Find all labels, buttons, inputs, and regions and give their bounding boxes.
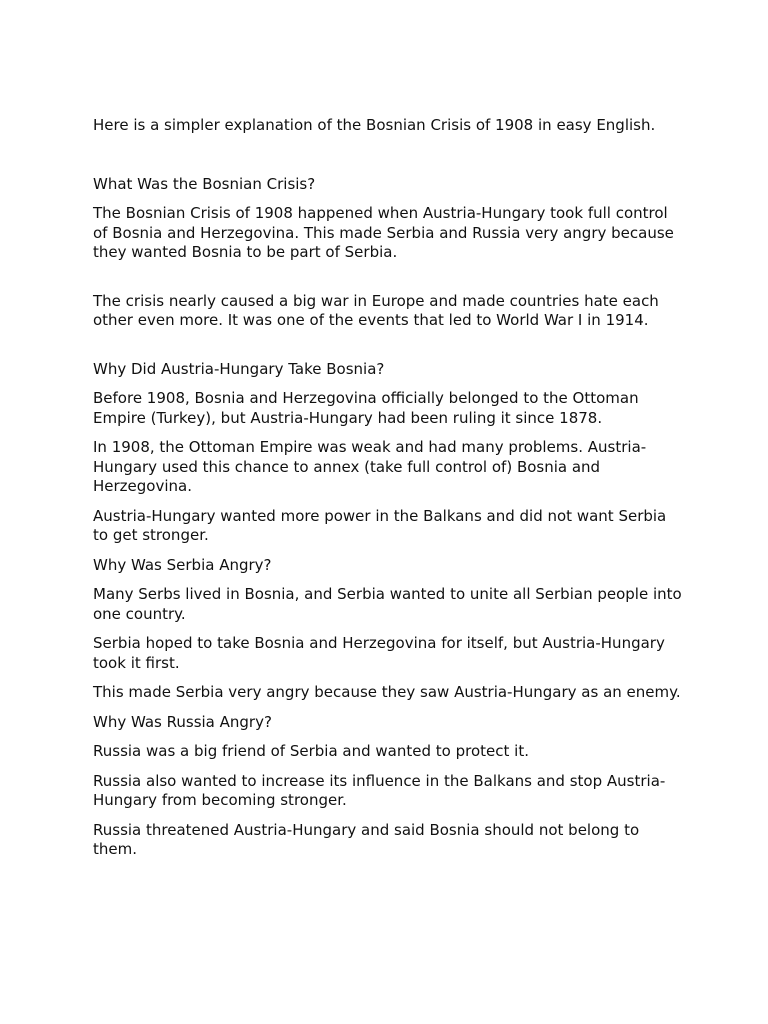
paragraph: Russia was a big friend of Serbia and wanted to protect it. (93, 742, 529, 760)
section-heading: Why Did Austria-Hungary Take Bosnia? (93, 359, 385, 378)
paragraph: Austria-Hungary wanted more power in the Balkans and did not want Serbia to get stronger. (93, 506, 667, 544)
intro-paragraph: Here is a simpler explanation of the Bosnian Crisis of 1908 in easy English. (93, 116, 656, 134)
paragraph: The Bosnian Crisis of 1908 happened when Austria-Hungary took full control of Bosnia and Herzegovina. This made Serbia and Russia very angry because they wanted Bosnia to be part of Serbia. (93, 204, 674, 261)
paragraph: Before 1908, Bosnia and Herzegovina officially belonged to the Ottoman Empire (Turkey), but Austria-Hungary had been ruling it since 1878. (93, 389, 639, 427)
paragraph: The crisis nearly caused a big war in Europe and made countries hate each other even more. It was one of the events that led to World War I in 1914. (93, 291, 659, 329)
section-heading: What Was the Bosnian Crisis? (93, 174, 316, 193)
section-heading: Why Was Serbia Angry? (93, 555, 272, 574)
paragraph: This made Serbia very angry because they saw Austria-Hungary as an enemy. (93, 683, 681, 701)
paragraph: Russia also wanted to increase its influence in the Balkans and stop Austria-Hungary from becoming stronger. (93, 771, 666, 809)
paragraph: In 1908, the Ottoman Empire was weak and had many problems. Austria-Hungary used this chance to annex (take full control of) Bosnia and Herzegovina. (93, 438, 647, 495)
paragraph: Russia threatened Austria-Hungary and said Bosnia should not belong to them. (93, 820, 640, 858)
paragraph: Serbia hoped to take Bosnia and Herzegovina for itself, but Austria-Hungary took it first. (93, 634, 665, 672)
paragraph: Many Serbs lived in Bosnia, and Serbia wanted to unite all Serbian people into one country. (93, 585, 682, 623)
document-page (93, 116, 683, 870)
section-heading: Why Was Russia Angry? (93, 712, 272, 731)
